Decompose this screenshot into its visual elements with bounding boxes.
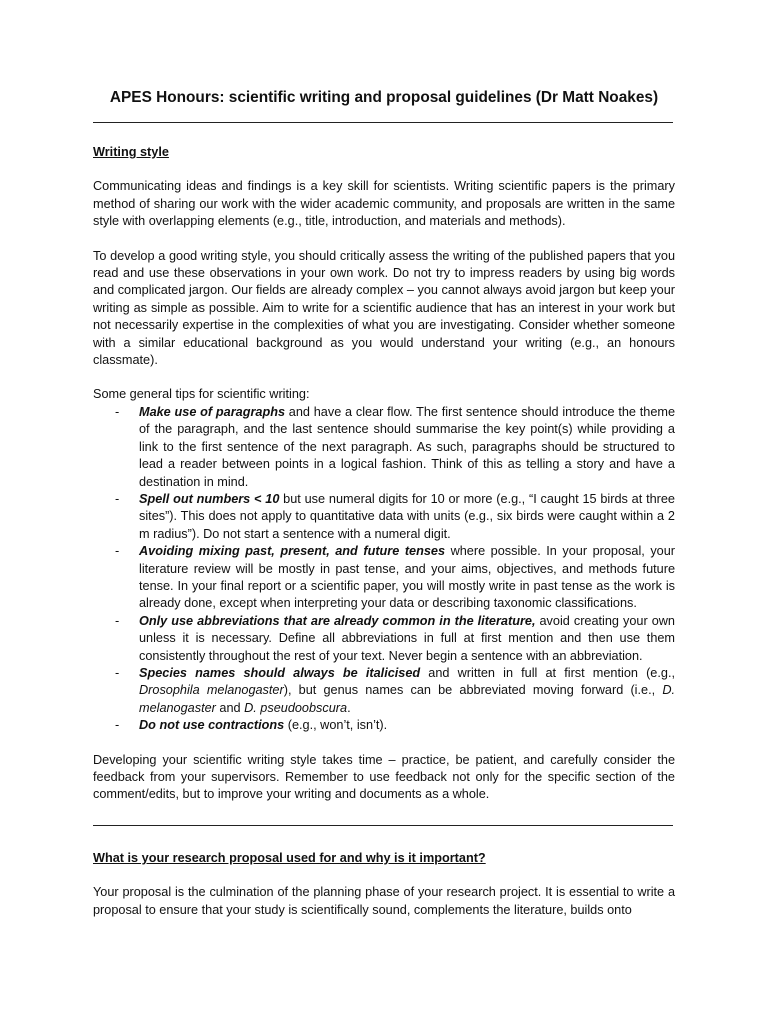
style-paragraph: To develop a good writing style, you should critically assess the writing of the published papers that you read and use these observations in your own work. Do not try to impress readers by using big words and complicated jargon. Our fields are already complex – you cannot always avoid jargon but keep your writing as simple as possible. Aim to write for a scientific audience that has an interest in your work but not necessarily expertise in the complexities of what you are investigating. Consider whether someone with a similar educational background as you would understand your writing (e.g., an honours classmate). (93, 248, 675, 368)
tip-text: . (347, 700, 351, 715)
tip-lead: Species names should always be italicised (139, 665, 421, 680)
tip-lead: Spell out numbers < 10 (139, 491, 280, 506)
tip-lead: Do not use contractions (139, 718, 285, 733)
closing-paragraph: Developing your scientific writing style takes time – practice, be patient, and carefully consider the feedback from your supervisors. Remember to use feedback not only for the specific section of the comment/edits, but to improve your writing and documents as a whole. (93, 752, 675, 802)
proposal-heading: What is your research proposal used for and why is it important? (93, 851, 486, 865)
tips-intro: Some general tips for scientific writing: (93, 387, 310, 402)
species-name: D. pseudoobscura (244, 700, 348, 715)
list-item (93, 491, 675, 543)
document-title: APES Honours: scientific writing and proposal guidelines (Dr Matt Noakes) (109, 89, 659, 106)
tip-text: and have a clear flow. The first sentence should introduce the theme of the paragraph, and the last sentence should summarise the key point(s) while providing a link to the first sentence of the next paragraph. As such, paragraphs should be structured to lead a reader between points in a logical fashion. Think of this as telling a story and have a destination in mind. (139, 404, 676, 489)
section-divider (93, 825, 673, 826)
tip-text: (e.g., won’t, isn’t). (284, 718, 388, 733)
tip-text: ), but genus names can be abbreviated moving forward (i.e., (283, 683, 663, 698)
writing-style-heading: Writing style (93, 145, 169, 159)
bullet-dash: - (115, 665, 120, 680)
list-item (93, 717, 675, 734)
tip-lead: Only use abbreviations that are already common in the literature, (139, 613, 536, 628)
bullet-dash: - (115, 718, 120, 733)
proposal-section (93, 850, 675, 919)
tip-text: and (215, 700, 245, 715)
list-item (93, 665, 675, 717)
list-item (93, 613, 675, 665)
list-item (93, 543, 675, 613)
list-item (93, 404, 675, 491)
writing-style-section (93, 144, 675, 804)
bullet-dash: - (115, 613, 120, 628)
bullet-dash: - (115, 544, 120, 559)
species-name: Drosophila melanogaster (139, 683, 284, 698)
species-name: D. melanogaster (139, 683, 675, 715)
tip-text: avoid creating your own unless it is necessary. Define all abbreviations in full at first mention and then use them consistently throughout the rest of your text. Never begin a sentence with an abbreviation. (139, 613, 675, 663)
intro-paragraph: Communicating ideas and findings is a key skill for scientists. Writing scientific papers is the primary method of sharing our work with the wider academic community, and proposals are written in the same style with overlapping elements (e.g., title, introduction, and materials and methods). (93, 179, 675, 229)
title-divider (93, 122, 673, 123)
bullet-dash: - (115, 404, 120, 419)
tip-text: where possible. In your proposal, your literature review will be mostly in past tense, and your aims, objectives, and methods future tense. In your final report or a scientific paper, you will mostly write in past tense as the work is already done, except when interpreting your data or describing taxonomic classifications. (139, 544, 675, 611)
tip-text: but use numeral digits for 10 or more (e.g., “I caught 15 birds at three sites”). This does not apply to quantitative data with units (e.g., six birds were caught within a 2 m radius”). Do not start a sentence with a numeral digit. (139, 491, 675, 541)
proposal-paragraph: Your proposal is the culmination of the planning phase of your research project. It is essential to write a proposal to ensure that your study is scientifically sound, complements the literature, builds onto (93, 885, 675, 917)
tip-lead: Make use of paragraphs (139, 404, 286, 419)
tips-list (93, 404, 675, 735)
tip-lead: Avoiding mixing past, present, and future tenses (139, 544, 446, 559)
bullet-dash: - (115, 491, 120, 506)
tip-text: and written in full at first mention (e.g., (420, 665, 675, 680)
